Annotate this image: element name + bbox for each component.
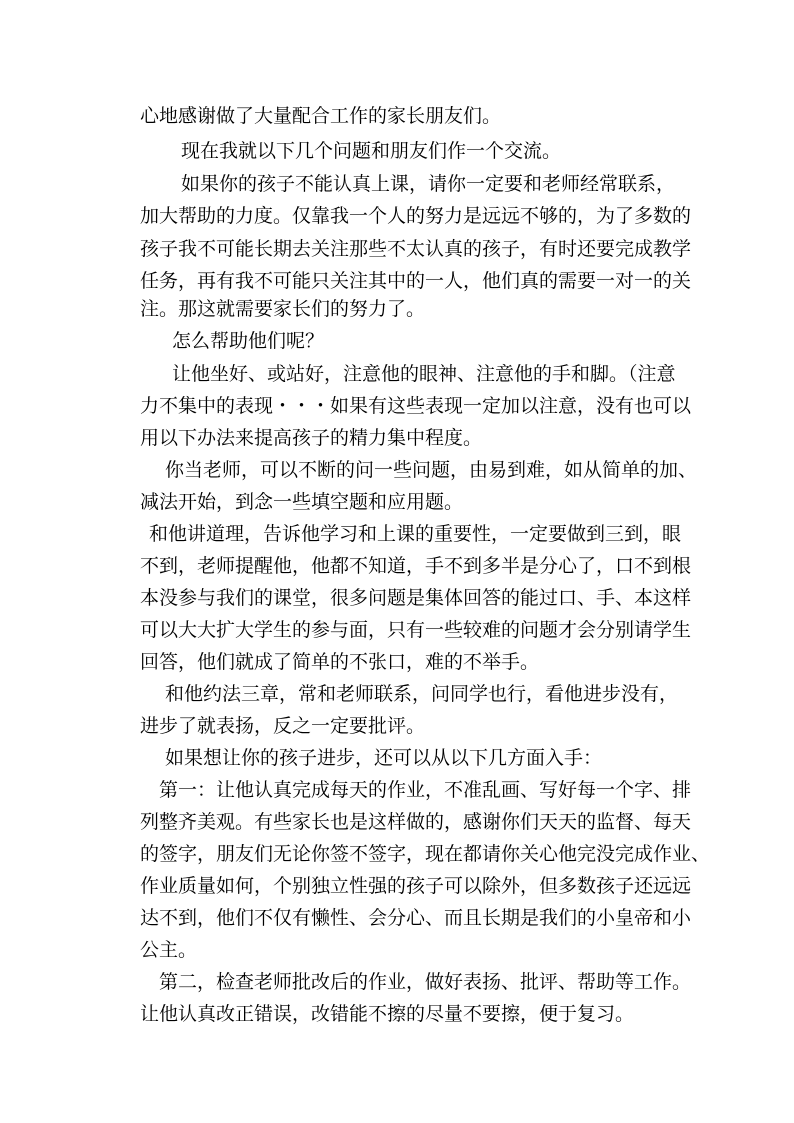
text-line: 注。那这就需要家长们的努力了。: [140, 298, 426, 320]
text-line: 达不到，他们不仅有懒性、会分心、而且长期是我们的小皇帝和小: [140, 907, 692, 929]
text-line: 孩子我不可能长期去关注那些不太认真的孩子，有时还要完成教学: [140, 238, 692, 260]
text-line: 作业质量如何，个别独立性强的孩子可以除外，但多数孩子还远远: [140, 875, 692, 897]
text-line: 可以大大扩大学生的参与面，只有一些较难的问题才会分别请学生: [140, 619, 692, 641]
text-line: 回答，他们就成了简单的不张口，难的不举手。: [140, 651, 540, 673]
text-line: 用以下办法来提高孩子的精力集中程度。: [140, 427, 483, 449]
text-line: 让他坐好、或站好，注意他的眼神、注意他的手和脚。（注意: [172, 363, 676, 385]
text-line: 和他约法三章，常和老师联系，问同学也行，看他进步没有，: [165, 683, 679, 705]
text-line: 如果想让你的孩子进步，还可以从以下几方面入手：: [165, 747, 603, 769]
text-line: 任务，再有我不可能只关注其中的一人，他们真的需要一对一的关: [140, 270, 692, 292]
text-line: 公主。: [140, 939, 198, 961]
text-line: 力不集中的表现・・・如果有这些表现一定加以注意，没有也可以: [140, 395, 692, 417]
text-line: 减法开始，到念一些填空题和应用题。: [140, 491, 464, 513]
text-line: 第一：让他认真完成每天的作业，不准乱画、写好每一个字、排: [159, 779, 692, 801]
text-line: 列整齐美观。有些家长也是这样做的，感谢你们天天的监督、每天: [140, 811, 692, 833]
text-line: 你当老师，可以不断的问一些问题，由易到难，如从简单的加、: [165, 459, 698, 481]
text-line: 和他讲道理，告诉他学习和上课的重要性，一定要做到三到，眼: [149, 523, 682, 545]
text-line: 的签字，朋友们无论你签不签字，现在都请你关心他完没完成作业、: [140, 843, 711, 865]
text-line: 现在我就以下几个问题和朋友们作一个交流。: [181, 140, 562, 162]
text-line: 怎么帮助他们呢？: [172, 330, 325, 352]
text-line: 本没参与我们的课堂，很多问题是集体回答的能过口、手、本这样: [140, 587, 692, 609]
text-line: 让他认真改正错误，改错能不擦的尽量不要擦，便于复习。: [140, 1003, 635, 1025]
text-line: 加大帮助的力度。仅靠我一个人的努力是远远不够的，为了多数的: [140, 205, 692, 227]
text-line: 如果你的孩子不能认真上课，请你一定要和老师经常联系，: [181, 173, 676, 195]
text-line: 第二，检查老师批改后的作业，做好表扬、批评、帮助等工作。: [159, 971, 692, 993]
text-line: 心地感谢做了大量配合工作的家长朋友们。: [140, 105, 502, 127]
text-line: 进步了就表扬，反之一定要批评。: [140, 715, 426, 737]
text-line: 不到，老师提醒他，他都不知道，手不到多半是分心了，口不到根: [140, 555, 692, 577]
